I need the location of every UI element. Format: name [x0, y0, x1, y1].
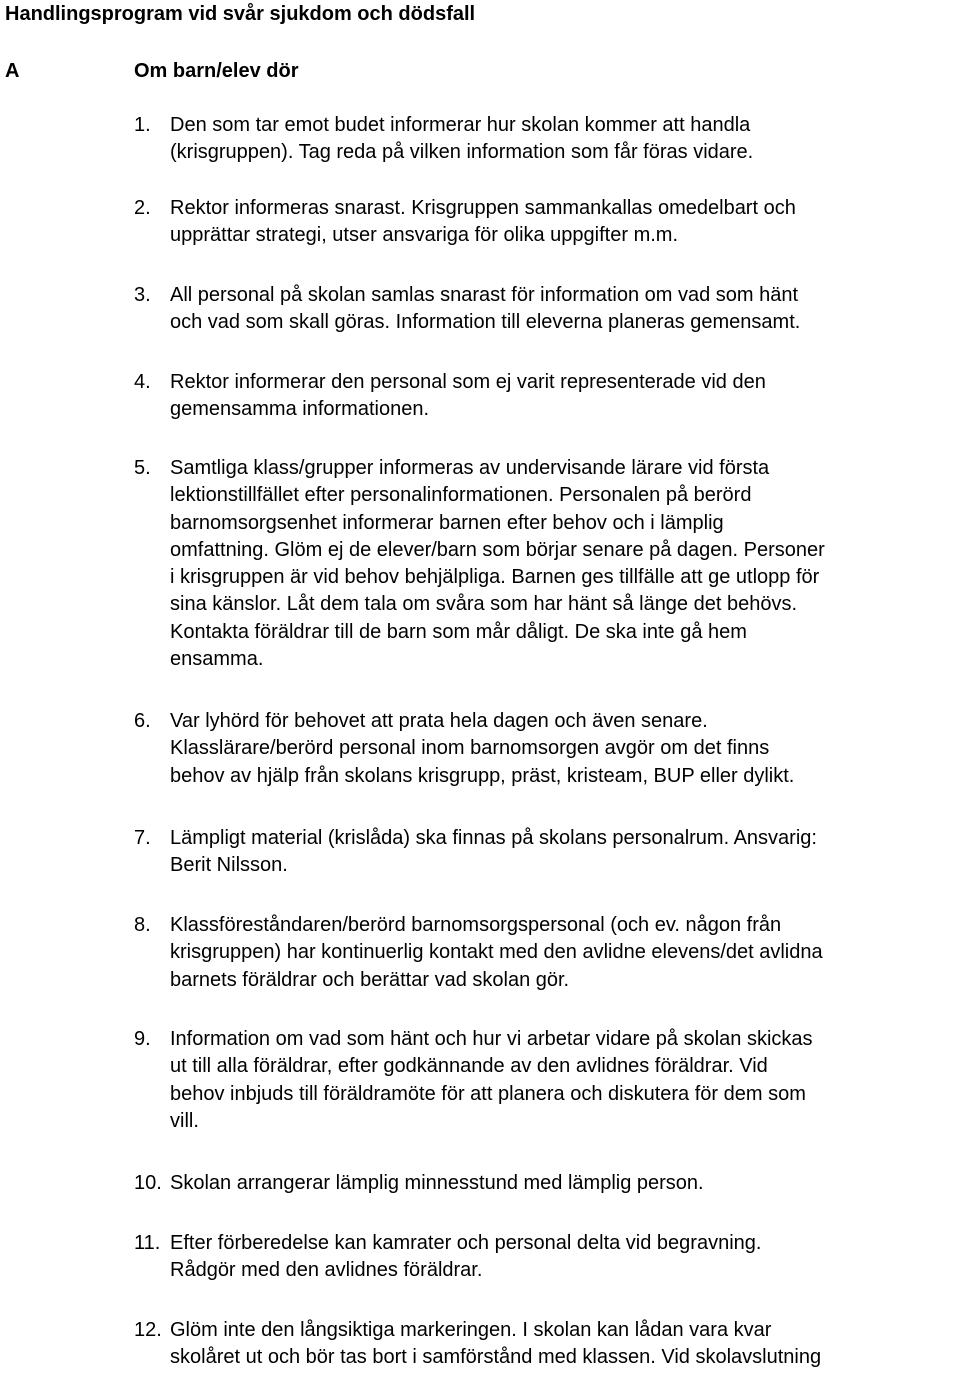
item-text: Klassföreståndaren/berörd barnomsorgspersonal (och ev. någon från krisgruppen) har kontinuerlig kontakt med den avlidne elevens/det avlidna barnets föräldrar och berättar vad skolan gör.: [170, 914, 823, 991]
item-text: Efter förberedelse kan kamrater och personal delta vid begravning. Rådgör med den avlidnes föräldrar.: [170, 1232, 762, 1282]
section-title: Om barn/elev dör: [134, 60, 299, 82]
list-item-7: [134, 825, 960, 880]
item-number: 9.: [134, 1028, 151, 1050]
item-text: Var lyhörd för behovet att prata hela dagen och även senare. Klasslärare/berörd personal inom barnomsorgen avgör om det finns behov av hjälp från skolans krisgrupp, präst, kristeam, BUP eller dylikt.: [170, 710, 795, 787]
list-item-8: [134, 912, 960, 994]
item-text: Den som tar emot budet informerar hur skolan kommer att handla (krisgruppen). Tag reda på vilken information som får föras vidare.: [170, 114, 754, 164]
item-text: Samtliga klass/grupper informeras av undervisande lärare vid första lektionstillfället efter personalinformationen. Personalen på berörd barnomsorgsenhet informerar barnen efter behov och i lämplig omfattning. Glöm ej de elever/barn som börjar senare på dagen. Personer i krisgruppen är vid behov behjälpliga. Barnen ges tillfälle att ge utlopp för sina känslor. Låt dem tala om svåra som har hänt så länge det behövs. Kontakta föräldrar till de barn som mår dåligt. De ska inte gå hem ensamma.: [170, 457, 825, 671]
list-item-3: [134, 282, 960, 337]
list-item-4: [134, 369, 960, 424]
item-number: 3.: [134, 284, 151, 306]
list-item-9: [134, 1026, 960, 1135]
item-number: 6.: [134, 710, 151, 732]
list-item-10: [134, 1170, 960, 1197]
list-item-2: [134, 195, 960, 250]
list-item-1: [134, 112, 960, 167]
document-title: Handlingsprogram vid svår sjukdom och dödsfall: [5, 3, 476, 25]
section-letter: A: [5, 60, 20, 82]
item-text: Information om vad som hänt och hur vi arbetar vidare på skolan skickas ut till alla föräldrar, efter godkännande av den avlidnes föräldrar. Vid behov inbjuds till föräldramöte för att planera och diskutera för dem som vill.: [170, 1028, 813, 1132]
item-text: Glöm inte den långsiktiga markeringen. I skolan kan lådan vara kvar skolåret ut och bör tas bort i samförstånd med klassen. Vid skolavslutning: [170, 1319, 822, 1369]
item-number: 2.: [134, 197, 151, 219]
item-number: 4.: [134, 371, 151, 393]
item-text: Lämpligt material (krislåda) ska finnas på skolans personalrum. Ansvarig: Berit Nilsson.: [170, 827, 817, 877]
item-number: 7.: [134, 827, 151, 849]
item-text: Rektor informeras snarast. Krisgruppen sammankallas omedelbart och upprättar strategi, utser ansvariga för olika uppgifter m.m.: [170, 197, 796, 247]
item-number: 10.: [134, 1172, 162, 1194]
list-item-12: [134, 1317, 960, 1372]
item-number: 5.: [134, 457, 151, 479]
item-number: 1.: [134, 114, 151, 136]
item-text: Skolan arrangerar lämplig minnesstund med lämplig person.: [170, 1172, 704, 1194]
list-item-11: [134, 1230, 960, 1285]
item-text: Rektor informerar den personal som ej varit representerade vid den gemensamma informationen.: [170, 371, 766, 421]
item-text: All personal på skolan samlas snarast för information om vad som hänt och vad som skall göras. Information till eleverna planeras gemensamt.: [170, 284, 801, 334]
item-number: 11.: [134, 1232, 161, 1254]
list-item-5: [134, 455, 960, 673]
list-item-6: [134, 708, 960, 790]
item-number: 12.: [134, 1319, 162, 1341]
item-number: 8.: [134, 914, 151, 936]
